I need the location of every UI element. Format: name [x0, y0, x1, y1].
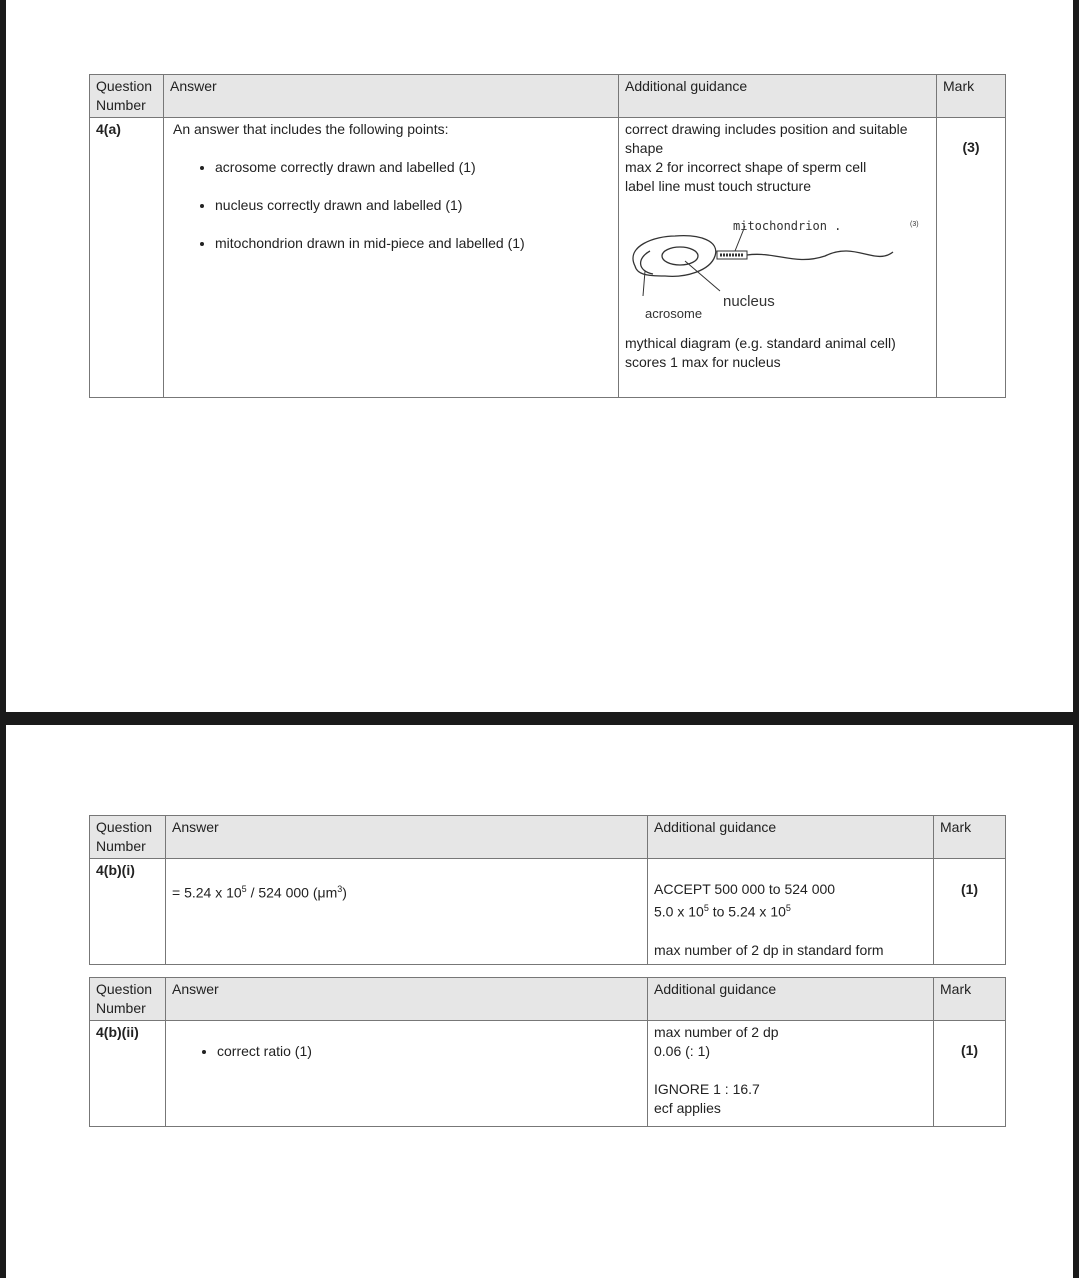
exponent: 5: [703, 903, 709, 913]
mark-scheme-table-4bii: [89, 977, 1006, 1127]
answer-text: ): [342, 884, 347, 901]
header-guidance: Additional guidance: [648, 816, 934, 859]
diagram-mark: (3): [910, 221, 919, 228]
page-2: [6, 725, 1073, 1278]
header-mark: Mark: [934, 816, 1006, 859]
page-1: [6, 0, 1073, 712]
exponent: 3: [337, 884, 343, 894]
guidance-line: IGNORE 1 : 16.7: [654, 1081, 760, 1097]
answer-text: = 5.24 x 10: [172, 884, 242, 901]
guidance-text: to 5.24 x 10: [708, 903, 786, 920]
header-question: Question Number: [90, 816, 166, 859]
header-question: Question Number: [90, 978, 166, 1021]
question-number: 4(b)(ii): [90, 1021, 166, 1127]
exponent: 5: [785, 903, 791, 913]
mark-scheme-table-4bi: [89, 815, 1006, 965]
guidance-cell: [648, 859, 934, 965]
question-number: 4(a): [90, 118, 164, 398]
header-guidance: Additional guidance: [648, 978, 934, 1021]
guidance-line: max number of 2 dp in standard form: [654, 941, 884, 958]
answer-cell: [164, 118, 619, 398]
exponent: 5: [241, 884, 247, 894]
mark-value: (1): [934, 1021, 1006, 1127]
mark-scheme-table-4a: [89, 74, 1006, 398]
label-acrosome: acrosome: [645, 306, 703, 321]
header-mark: Mark: [937, 75, 1006, 118]
guidance-line: max number of 2 dp: [654, 1024, 779, 1040]
header-mark: Mark: [934, 978, 1006, 1021]
guidance-line: max 2 for incorrect shape of sperm cell: [625, 159, 867, 175]
guidance-line: 0.06 (: 1): [654, 1043, 711, 1059]
answer-text: / 524 000 (μm: [246, 884, 338, 901]
answer-point: • nucleus correctly drawn and labelled (1): [215, 196, 612, 215]
answer-cell: [166, 1021, 648, 1127]
answer-point: • acrosome correctly drawn and labelled (1): [215, 158, 612, 177]
answer-point: • correct ratio (1): [217, 1042, 641, 1061]
guidance-line: ecf applies: [654, 1100, 721, 1116]
header-question: Question Number: [90, 75, 164, 118]
guidance-text: 5.0 x 10: [654, 903, 704, 920]
sperm-cell-diagram: [625, 206, 925, 326]
guidance-line: label line must touch structure: [625, 178, 811, 194]
answer-cell: [166, 859, 648, 965]
guidance-cell: [648, 1021, 934, 1127]
guidance-line: ACCEPT 500 000 to 524 000: [654, 881, 836, 897]
answer-point: • mitochondrion drawn in mid-piece and labelled (1): [215, 234, 612, 253]
guidance-cell: [619, 118, 937, 398]
guidance-line: correct drawing includes position and suitable shape: [625, 121, 908, 156]
mark-value: (3): [937, 118, 1006, 398]
guidance-line: mythical diagram (e.g. standard animal cell) scores 1 max for nucleus: [625, 335, 896, 370]
question-number: 4(b)(i): [90, 859, 166, 965]
label-nucleus: nucleus: [723, 293, 775, 310]
mark-value: (1): [934, 859, 1006, 965]
header-answer: Answer: [166, 978, 648, 1021]
label-mitochondrion: mitochondrion .: [733, 219, 842, 233]
header-guidance: Additional guidance: [619, 75, 937, 118]
guidance-line: [654, 899, 927, 922]
header-answer: Answer: [164, 75, 619, 118]
answer-intro: An answer that includes the following points:: [173, 121, 449, 137]
header-answer: Answer: [166, 816, 648, 859]
